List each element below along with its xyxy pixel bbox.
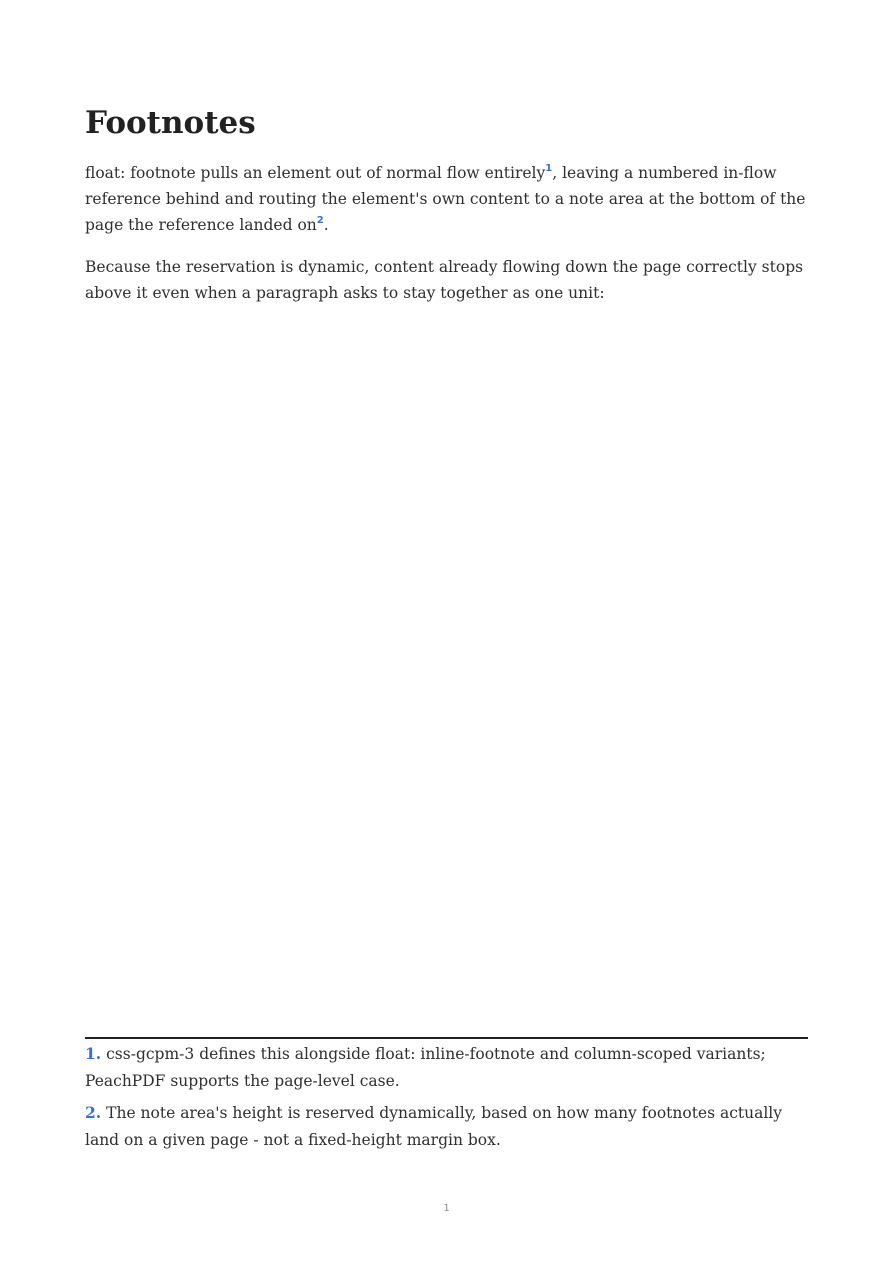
footnote-separator-rule xyxy=(85,1037,808,1039)
footnote-reference-1[interactable]: 1 xyxy=(545,163,553,174)
footnote-1 xyxy=(85,1041,785,1094)
footnote-reference-2[interactable]: 2 xyxy=(316,215,324,226)
intro-paragraph xyxy=(85,160,809,238)
footnote-2 xyxy=(85,1100,785,1153)
footnote-1-text: css-gcpm-3 defines this alongside float: inline-footnote and column-scoped variants; PeachPDF supports the page-level case. xyxy=(85,1045,766,1090)
intro-text-part-3: . xyxy=(323,216,329,234)
footnote-2-number: 2. xyxy=(85,1103,102,1122)
intro-text-part-2: , leaving a numbered in-flow reference behind and routing the element's own content to a note area at the bottom of the page the reference landed on xyxy=(85,164,806,234)
footnote-1-number: 1. xyxy=(85,1044,102,1063)
second-paragraph: Because the reservation is dynamic, content already flowing down the page correctly stops above it even when a paragraph asks to stay together as one unit: xyxy=(85,258,804,302)
page-title: Footnotes xyxy=(85,105,256,141)
footnote-2-text: The note area's height is reserved dynamically, based on how many footnotes actually land on a given page - not a fixed-height margin box. xyxy=(85,1104,783,1149)
intro-text-part-1: float: footnote pulls an element out of normal flow entirely xyxy=(85,164,546,182)
page-number: 1 xyxy=(443,1203,450,1214)
